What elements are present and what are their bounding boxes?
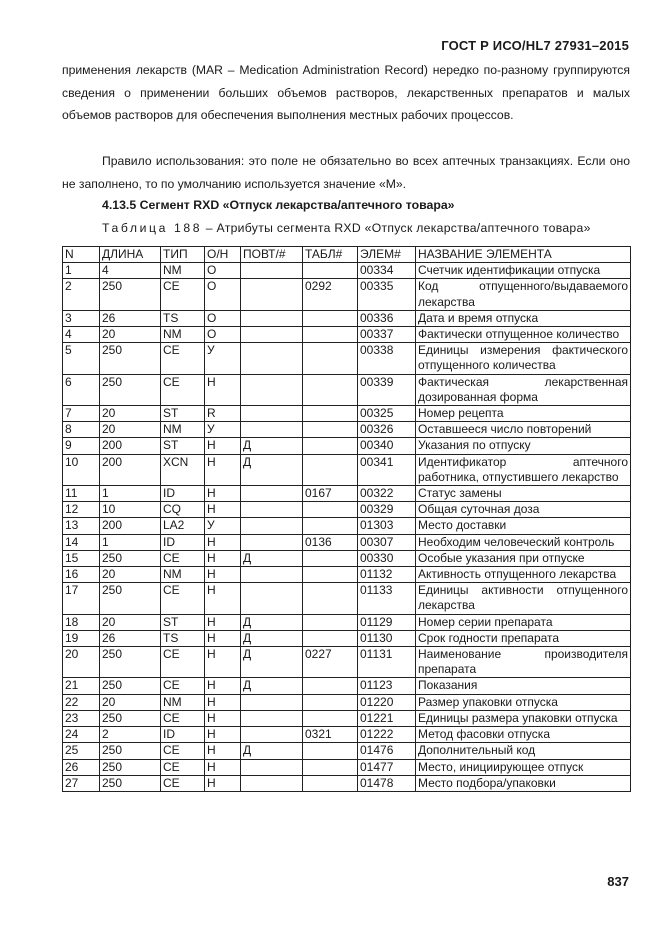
cell-item: 00340 [358, 438, 416, 454]
table-row [63, 759, 631, 775]
cell-rep [241, 694, 303, 710]
cell-type: NM [161, 327, 205, 343]
cell-rep [241, 759, 303, 775]
cell-name: Наименование производителя препарата [416, 647, 631, 678]
cell-n: 27 [63, 775, 100, 791]
cell-tbl [303, 438, 358, 454]
table-row [63, 374, 631, 405]
cell-length: 250 [100, 583, 161, 614]
cell-name: Фактически отпущенное количество [416, 327, 631, 343]
column-header-tbl: ТАБЛ# [303, 247, 358, 263]
cell-tbl: 0227 [303, 647, 358, 678]
cell-n: 18 [63, 614, 100, 630]
cell-n: 1 [63, 263, 100, 279]
cell-tbl [303, 310, 358, 326]
cell-n: 9 [63, 438, 100, 454]
cell-opt: Н [205, 694, 241, 710]
cell-rep [241, 263, 303, 279]
cell-name: Единицы активности отпущенного лекарства [416, 583, 631, 614]
cell-item: 01222 [358, 727, 416, 743]
cell-tbl [303, 422, 358, 438]
table-row [63, 518, 631, 534]
cell-rep [241, 310, 303, 326]
cell-n: 7 [63, 406, 100, 422]
cell-type: NM [161, 567, 205, 583]
cell-item: 01130 [358, 630, 416, 646]
page-number: 837 [607, 874, 629, 889]
cell-length: 250 [100, 678, 161, 694]
cell-length: 26 [100, 630, 161, 646]
cell-rep: Д [241, 678, 303, 694]
cell-item: 00326 [358, 422, 416, 438]
cell-type: LA2 [161, 518, 205, 534]
cell-opt: R [205, 406, 241, 422]
cell-name: Активность отпущенного лекарства [416, 567, 631, 583]
cell-item: 00334 [358, 263, 416, 279]
cell-type: CE [161, 343, 205, 374]
cell-length: 26 [100, 310, 161, 326]
cell-type: CE [161, 743, 205, 759]
cell-name: Номер рецепта [416, 406, 631, 422]
cell-tbl [303, 694, 358, 710]
cell-n: 8 [63, 422, 100, 438]
paragraph-2: Правило использования: это поле не обязательно во всех аптечных транзакциях. Если оно не заполнено, то по умолчанию используется значение «M». [62, 154, 630, 191]
cell-length: 2 [100, 727, 161, 743]
cell-rep [241, 727, 303, 743]
cell-n: 2 [63, 279, 100, 310]
cell-item: 00337 [358, 327, 416, 343]
cell-length: 200 [100, 454, 161, 485]
table-row [63, 454, 631, 485]
cell-tbl [303, 327, 358, 343]
column-header-length: ДЛИНА [100, 247, 161, 263]
table-row [63, 263, 631, 279]
column-header-rep: ПОВТ/# [241, 247, 303, 263]
cell-type: NM [161, 263, 205, 279]
cell-length: 20 [100, 567, 161, 583]
cell-item: 00307 [358, 534, 416, 550]
cell-tbl [303, 263, 358, 279]
cell-name: Метод фасовки отпуска [416, 727, 631, 743]
cell-name: Необходим человеческий контроль [416, 534, 631, 550]
rxd-attributes-table [62, 246, 631, 792]
cell-opt: Н [205, 534, 241, 550]
cell-rep [241, 279, 303, 310]
column-header-opt: О/Н [205, 247, 241, 263]
cell-tbl [303, 406, 358, 422]
cell-item: 00339 [358, 374, 416, 405]
table-row [63, 647, 631, 678]
cell-length: 1 [100, 534, 161, 550]
cell-length: 1 [100, 486, 161, 502]
cell-n: 3 [63, 310, 100, 326]
cell-type: CE [161, 678, 205, 694]
column-header-item: ЭЛЕМ# [358, 247, 416, 263]
document-id: ГОСТ Р ИСО/HL7 27931–2015 [441, 38, 629, 53]
cell-n: 25 [63, 743, 100, 759]
cell-item: 01303 [358, 518, 416, 534]
column-header-name: НАЗВАНИЕ ЭЛЕМЕНТА [416, 247, 631, 263]
cell-tbl: 0136 [303, 534, 358, 550]
table-row [63, 678, 631, 694]
cell-opt: Н [205, 583, 241, 614]
cell-tbl [303, 743, 358, 759]
table-row [63, 406, 631, 422]
cell-tbl: 0292 [303, 279, 358, 310]
cell-type: ST [161, 406, 205, 422]
table-row [63, 534, 631, 550]
cell-n: 10 [63, 454, 100, 485]
cell-n: 12 [63, 502, 100, 518]
cell-opt: Н [205, 743, 241, 759]
cell-tbl: 0167 [303, 486, 358, 502]
cell-rep [241, 534, 303, 550]
cell-name: Место доставки [416, 518, 631, 534]
cell-opt: Н [205, 759, 241, 775]
cell-tbl [303, 583, 358, 614]
cell-tbl [303, 678, 358, 694]
cell-n: 11 [63, 486, 100, 502]
cell-rep [241, 343, 303, 374]
cell-n: 14 [63, 534, 100, 550]
cell-name: Дата и время отпуска [416, 310, 631, 326]
cell-name: Единицы измерения фактического отпущенного количества [416, 343, 631, 374]
cell-tbl [303, 630, 358, 646]
cell-opt: Н [205, 438, 241, 454]
cell-item: 01131 [358, 647, 416, 678]
cell-opt: Н [205, 614, 241, 630]
cell-item: 01477 [358, 759, 416, 775]
cell-name: Показания [416, 678, 631, 694]
cell-type: CE [161, 550, 205, 566]
cell-item: 00336 [358, 310, 416, 326]
cell-length: 250 [100, 710, 161, 726]
cell-item: 01221 [358, 710, 416, 726]
cell-rep [241, 327, 303, 343]
cell-type: CE [161, 647, 205, 678]
table-row [63, 694, 631, 710]
cell-tbl [303, 775, 358, 791]
cell-opt: Н [205, 454, 241, 485]
cell-tbl [303, 374, 358, 405]
cell-type: ST [161, 614, 205, 630]
table-row [63, 583, 631, 614]
cell-item: 01133 [358, 583, 416, 614]
cell-opt: У [205, 343, 241, 374]
cell-rep [241, 567, 303, 583]
table-row [63, 310, 631, 326]
table-row [63, 422, 631, 438]
cell-opt: O [205, 310, 241, 326]
table-caption-label: Таблица 188 [102, 221, 203, 235]
cell-length: 250 [100, 647, 161, 678]
cell-type: ID [161, 534, 205, 550]
cell-rep [241, 710, 303, 726]
cell-tbl [303, 550, 358, 566]
cell-opt: Н [205, 775, 241, 791]
cell-name: Оставшееся число повторений [416, 422, 631, 438]
cell-type: TS [161, 630, 205, 646]
cell-rep [241, 406, 303, 422]
cell-item: 01129 [358, 614, 416, 630]
cell-name: Особые указания при отпуске [416, 550, 631, 566]
cell-length: 200 [100, 518, 161, 534]
cell-opt: Н [205, 630, 241, 646]
cell-name: Срок годности препарата [416, 630, 631, 646]
cell-item: 00341 [358, 454, 416, 485]
cell-tbl [303, 567, 358, 583]
cell-type: ID [161, 727, 205, 743]
cell-opt: Н [205, 374, 241, 405]
cell-name: Идентификатор аптечного работника, отпустившего лекарство [416, 454, 631, 485]
cell-rep: Д [241, 630, 303, 646]
cell-item: 01123 [358, 678, 416, 694]
cell-type: TS [161, 310, 205, 326]
cell-n: 23 [63, 710, 100, 726]
cell-length: 20 [100, 422, 161, 438]
table-row [63, 727, 631, 743]
cell-n: 17 [63, 583, 100, 614]
table-row [63, 743, 631, 759]
table-row [63, 327, 631, 343]
cell-length: 10 [100, 502, 161, 518]
cell-length: 4 [100, 263, 161, 279]
cell-type: CQ [161, 502, 205, 518]
cell-n: 21 [63, 678, 100, 694]
cell-rep [241, 422, 303, 438]
cell-item: 00335 [358, 279, 416, 310]
cell-name: Дополнительный код [416, 743, 631, 759]
cell-n: 13 [63, 518, 100, 534]
cell-opt: У [205, 518, 241, 534]
cell-length: 250 [100, 279, 161, 310]
table-row [63, 486, 631, 502]
cell-n: 4 [63, 327, 100, 343]
cell-tbl [303, 710, 358, 726]
cell-name: Место, инициирующее отпуск [416, 759, 631, 775]
cell-item: 01478 [358, 775, 416, 791]
cell-item: 00330 [358, 550, 416, 566]
cell-tbl [303, 454, 358, 485]
cell-n: 15 [63, 550, 100, 566]
column-header-n: N [63, 247, 100, 263]
cell-opt: Н [205, 567, 241, 583]
table-row [63, 343, 631, 374]
table-row [63, 710, 631, 726]
cell-type: CE [161, 710, 205, 726]
cell-rep [241, 518, 303, 534]
cell-length: 200 [100, 438, 161, 454]
cell-name: Фактическая лекарственная дозированная форма [416, 374, 631, 405]
cell-length: 250 [100, 343, 161, 374]
cell-opt: Н [205, 710, 241, 726]
cell-opt: Н [205, 550, 241, 566]
cell-type: NM [161, 422, 205, 438]
cell-name: Статус замены [416, 486, 631, 502]
cell-tbl [303, 502, 358, 518]
cell-item: 00325 [358, 406, 416, 422]
cell-n: 6 [63, 374, 100, 405]
cell-opt: Н [205, 647, 241, 678]
cell-n: 19 [63, 630, 100, 646]
cell-length: 250 [100, 759, 161, 775]
cell-n: 20 [63, 647, 100, 678]
table-row [63, 775, 631, 791]
cell-opt: O [205, 263, 241, 279]
cell-type: XCN [161, 454, 205, 485]
column-header-type: ТИП [161, 247, 205, 263]
cell-rep: Д [241, 614, 303, 630]
cell-type: CE [161, 374, 205, 405]
section-heading: 4.13.5 Сегмент RXD «Отпуск лекарства/аптечного товара» [102, 198, 455, 212]
cell-tbl: 0321 [303, 727, 358, 743]
cell-length: 250 [100, 743, 161, 759]
cell-length: 250 [100, 550, 161, 566]
cell-name: Номер серии препарата [416, 614, 631, 630]
cell-n: 16 [63, 567, 100, 583]
cell-length: 250 [100, 775, 161, 791]
cell-item: 00329 [358, 502, 416, 518]
cell-tbl [303, 518, 358, 534]
cell-type: CE [161, 583, 205, 614]
cell-length: 20 [100, 694, 161, 710]
table-row [63, 550, 631, 566]
cell-rep [241, 583, 303, 614]
cell-name: Размер упаковки отпуска [416, 694, 631, 710]
cell-type: CE [161, 775, 205, 791]
cell-rep [241, 374, 303, 405]
cell-type: ST [161, 438, 205, 454]
cell-tbl [303, 614, 358, 630]
cell-opt: O [205, 279, 241, 310]
cell-type: NM [161, 694, 205, 710]
table-header-row [63, 247, 631, 263]
cell-rep: Д [241, 647, 303, 678]
cell-opt: O [205, 327, 241, 343]
cell-n: 5 [63, 343, 100, 374]
table-row [63, 567, 631, 583]
cell-n: 26 [63, 759, 100, 775]
cell-item: 00322 [358, 486, 416, 502]
cell-name: Указания по отпуску [416, 438, 631, 454]
cell-length: 20 [100, 327, 161, 343]
cell-type: CE [161, 279, 205, 310]
cell-tbl [303, 343, 358, 374]
cell-name: Общая суточная доза [416, 502, 631, 518]
cell-name: Счетчик идентификации отпуска [416, 263, 631, 279]
cell-rep: Д [241, 438, 303, 454]
cell-item: 00338 [358, 343, 416, 374]
cell-n: 22 [63, 694, 100, 710]
cell-rep: Д [241, 550, 303, 566]
cell-rep: Д [241, 743, 303, 759]
cell-tbl [303, 759, 358, 775]
cell-n: 24 [63, 727, 100, 743]
cell-length: 20 [100, 406, 161, 422]
cell-name: Код отпущенного/выдаваемого лекарства [416, 279, 631, 310]
cell-length: 250 [100, 374, 161, 405]
paragraph-1: применения лекарств (MAR – Medication Administration Record) нередко по-разному группируются сведения о применении больших объемов растворов, лекарственных препаратов и малых объемов растворов для обеспечения выполнения местных рабочих процессов. [62, 63, 630, 123]
cell-type: CE [161, 759, 205, 775]
cell-length: 20 [100, 614, 161, 630]
cell-item: 01476 [358, 743, 416, 759]
cell-opt: Н [205, 678, 241, 694]
cell-item: 01220 [358, 694, 416, 710]
table-caption-text: – Атрибуты сегмента RXD «Отпуск лекарства/аптечного товара» [202, 221, 591, 235]
table-row [63, 630, 631, 646]
cell-opt: Н [205, 727, 241, 743]
cell-opt: У [205, 422, 241, 438]
cell-rep [241, 486, 303, 502]
table-row [63, 614, 631, 630]
cell-rep [241, 775, 303, 791]
table-row [63, 279, 631, 310]
cell-name: Место подбора/упаковки [416, 775, 631, 791]
cell-rep [241, 502, 303, 518]
table-row [63, 502, 631, 518]
cell-rep: Д [241, 454, 303, 485]
table-row [63, 438, 631, 454]
cell-name: Единицы размера упаковки отпуска [416, 710, 631, 726]
cell-type: ID [161, 486, 205, 502]
cell-item: 01132 [358, 567, 416, 583]
cell-opt: Н [205, 502, 241, 518]
cell-opt: Н [205, 486, 241, 502]
table-caption [102, 221, 591, 235]
